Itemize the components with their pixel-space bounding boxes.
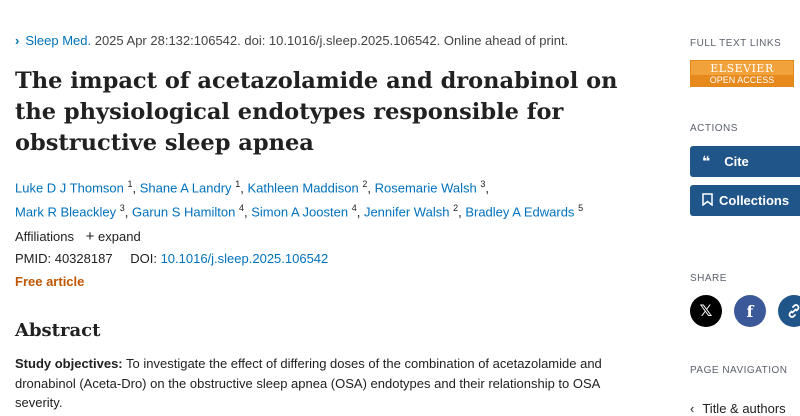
affiliation-ref[interactable]: 5 [578,203,584,214]
nav-title-authors-label: Title & authors [702,401,786,416]
affiliation-ref[interactable]: 1 [127,179,133,189]
affiliation-ref[interactable]: 3 [480,179,486,189]
author-list: Luke D J Thomson $^1$, Shane A Landry $^1$, Kathleen Maddison $^2$, Rosemarie Walsh $^3$, Mark R Bleackley $^3$, Garun S Hamilton $^4$, Simon A Joosten $^4$, Jennifer Walsh $^2$, Bradley A Edwards $^5$ [15,179,584,220]
journal-link[interactable]: Sleep Med. [25,33,92,48]
quote-icon: ❝ [702,153,711,169]
author-link[interactable]: Jennifer Walsh [363,204,450,220]
share-buttons [690,295,800,329]
affiliation-ref[interactable]: 3 [119,203,125,214]
elsevier-logo-text: ELSEVIER [710,62,774,75]
affiliation-ref[interactable]: 2 [453,203,459,214]
link-share-icon[interactable] [778,295,800,327]
citation-line [15,33,568,48]
cite-button[interactable] [690,146,800,177]
identifiers [15,251,328,266]
affiliation-ref[interactable]: 1 [235,179,241,189]
citation-details: 2025 Apr 28:132:106542. doi: 10.1016/j.sleep.2025.106542. Online ahead of print. [91,33,569,48]
author-link[interactable]: Mark R Bleackley [15,204,117,220]
affiliations-label: Affiliations [15,229,75,244]
open-access-text: OPEN ACCESS [691,75,793,86]
author-link[interactable]: Luke D J Thomson [15,180,124,196]
author-link[interactable]: Kathleen Maddison [247,180,359,196]
author-link[interactable]: Rosemarie Walsh [374,180,477,196]
facebook-share-icon[interactable]: f [734,295,766,327]
chevron-left-icon: ‹ [690,401,695,416]
abstract-text [15,354,640,413]
affiliation-ref[interactable]: 4 [238,203,244,214]
affiliation-ref[interactable]: 4 [351,203,357,214]
doi-link[interactable]: 10.1016/j.sleep.2025.106542 [160,251,329,266]
page-navigation-label: PAGE NAVIGATION [690,365,788,376]
author-link[interactable]: Simon A Joosten [251,204,349,220]
elsevier-full-text-link[interactable] [690,60,794,87]
collections-button[interactable] [690,185,800,216]
chevron-right-icon: › [15,33,20,48]
actions-label: ACTIONS [690,123,738,134]
affiliations-toggle[interactable] [15,228,141,245]
article-title: The impact of acetazolamide and dronabinol on the physiological endotypes responsible for obstructive sleep apnea [15,68,618,156]
affiliation-ref[interactable]: 2 [362,179,368,189]
expand-label: expand [98,229,141,244]
pmid: PMID: 40328187 [15,251,113,266]
x-share-icon[interactable]: 𝕏 [690,295,722,327]
free-article-badge: Free article [15,274,85,289]
abstract-body: To investigate the effect of differing doses of the combination of acetazolamide and dronabinol (Aceta-Dro) on the obstructive sleep apnea (OSA) endotypes and their relationship to OSA severity. [15,356,602,410]
bookmark-icon [702,193,713,209]
doi-label: DOI: [130,251,157,266]
nav-title-authors[interactable] [690,401,786,416]
cite-label: Cite [724,154,749,169]
abstract-heading: Abstract [15,320,101,341]
author-link[interactable]: Garun S Hamilton [132,204,236,220]
full-text-links-label: FULL TEXT LINKS [690,38,782,49]
abstract-section-label: Study objectives: [15,356,123,371]
author-link[interactable]: Shane A Landry [139,180,232,196]
author-link[interactable]: Bradley A Edwards [465,204,575,220]
share-label: SHARE [690,273,727,284]
plus-icon: + [85,228,95,245]
collections-label: Collections [719,193,790,208]
